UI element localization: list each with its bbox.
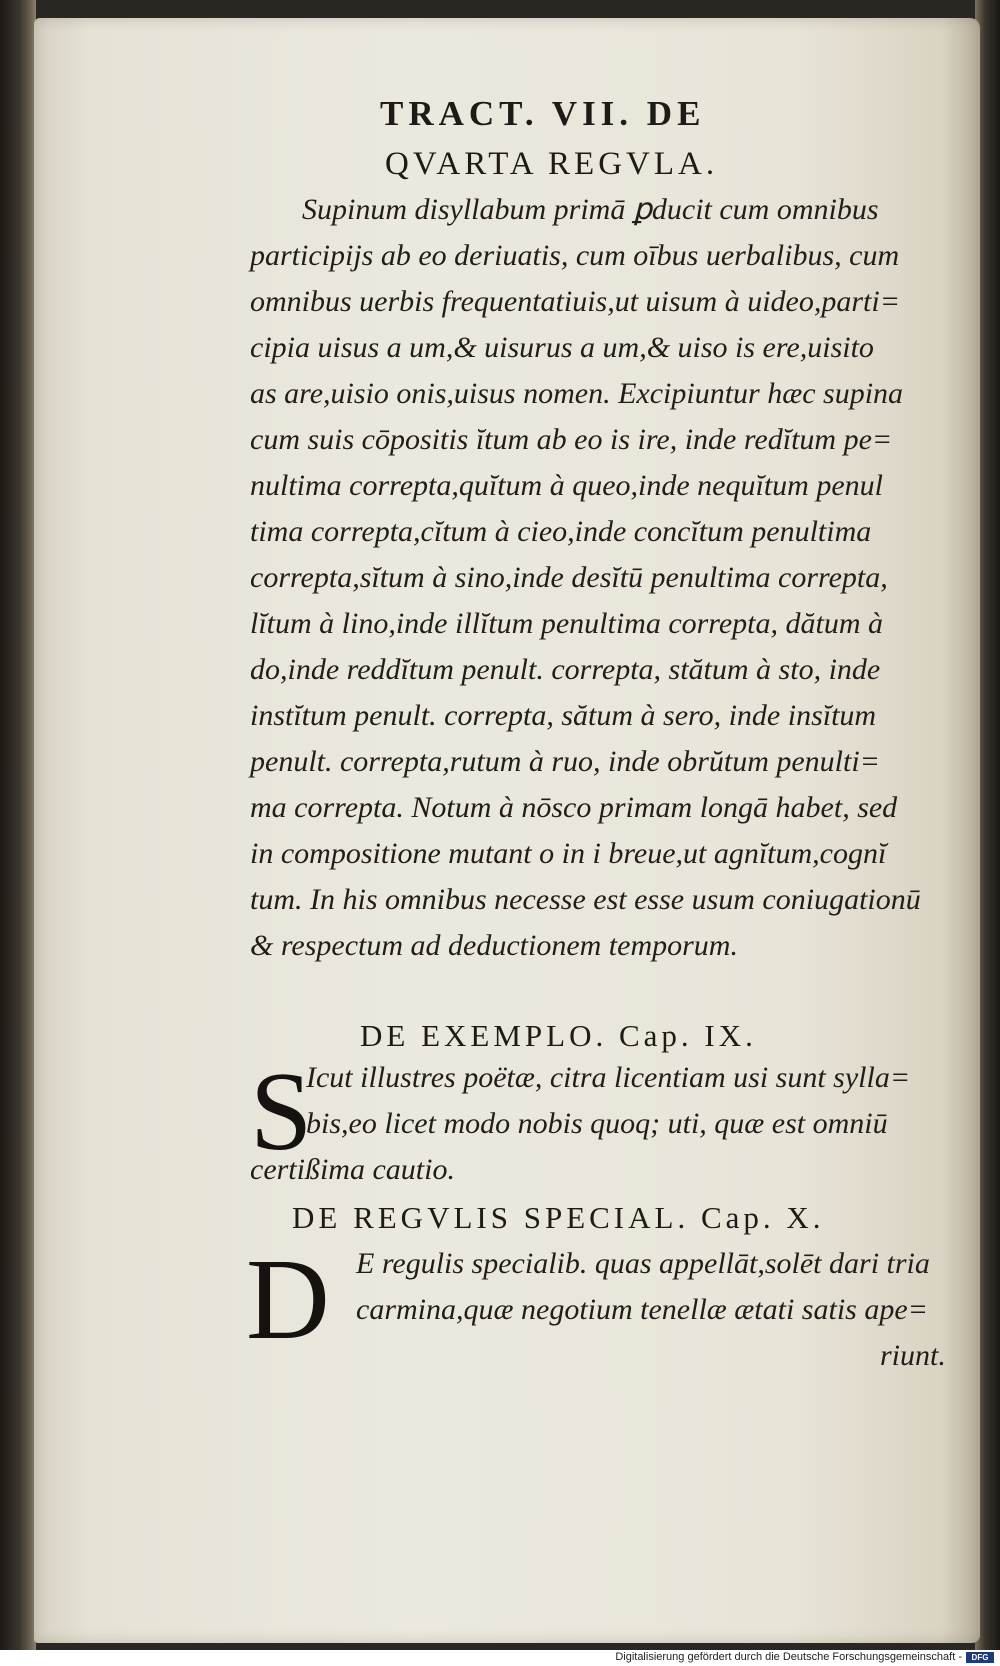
footer-credit: Digitalisierung gefördert durch die Deutsche Forschungsgemeinschaft - — [615, 1651, 962, 1663]
text-line: nultima correpta,quĭtum à queo,inde nequĭtum penul — [250, 469, 883, 502]
text-line: cipia uisus a um,& uisurus a um,& uiso is ere,uisito — [250, 331, 874, 364]
text-line: omnibus uerbis frequentatiuis,ut uisum à uideo,parti= — [250, 285, 900, 318]
section-title: QVARTA REGVLA. — [385, 146, 719, 182]
text-line: participijs ab eo deriuatis, cum oībus uerbalibus, cum — [250, 239, 900, 272]
text-line: riunt. — [880, 1339, 946, 1372]
text-line: carmina,quæ negotium tenellæ ætati satis ape= — [356, 1293, 928, 1326]
text-line: penult. correpta,rutum à ruo, inde obrŭtum penulti= — [250, 745, 880, 778]
text-line: Supinum disyllabum primā ꝑducit cum omnibus — [302, 193, 879, 226]
text-line: & respectum ad deductionem temporum. — [250, 929, 738, 962]
text-line: tima correpta,cĭtum à cieo,inde concĭtum penultima — [250, 515, 872, 548]
running-head: TRACT. VII. DE — [380, 94, 706, 133]
text-line: tum. In his omnibus necesse est esse usum coniugationū — [250, 883, 921, 916]
text-line: instĭtum penult. correpta, sătum à sero, inde insĭtum — [250, 699, 877, 732]
text-line: as are,uisio onis,uisus nomen. Excipiuntur hæc supina — [250, 377, 904, 410]
text-line: certißima cautio. — [250, 1153, 455, 1186]
text-line: cum suis cōpositis ĭtum ab eo is ire, inde redĭtum pe= — [250, 423, 893, 456]
text-line: correpta,sĭtum à sino,inde desĭtū penultima correpta, — [250, 561, 888, 594]
drop-cap-s: S — [250, 1050, 313, 1174]
text-line: Icut illustres poëtæ, citra licentiam usi sunt sylla= — [306, 1061, 911, 1094]
text-line: do,inde reddĭtum penult. correpta, stătum à sto, inde — [250, 653, 881, 686]
drop-cap-d: D — [246, 1236, 330, 1364]
text-line: lĭtum à lino,inde illĭtum penultima correpta, dătum à — [250, 607, 884, 640]
chapter-x-heading: DE REGVLIS SPECIAL. Cap. X. — [292, 1200, 825, 1235]
chapter-ix-heading: DE EXEMPLO. Cap. IX. — [360, 1018, 757, 1053]
text-line: ma correpta. Notum à nōsco primam longā habet, sed — [250, 791, 898, 824]
book-spine-left — [0, 0, 36, 1650]
text-line: bis,eo licet modo nobis quoq; uti, quæ est omniū — [306, 1107, 888, 1140]
text-line: in compositione mutant o in i breue,ut agnĭtum,cognĭ — [250, 837, 887, 870]
text-line: E regulis specialib. quas appellāt,solēt dari tria — [356, 1247, 930, 1280]
dfg-logo: DFG — [966, 1652, 994, 1663]
